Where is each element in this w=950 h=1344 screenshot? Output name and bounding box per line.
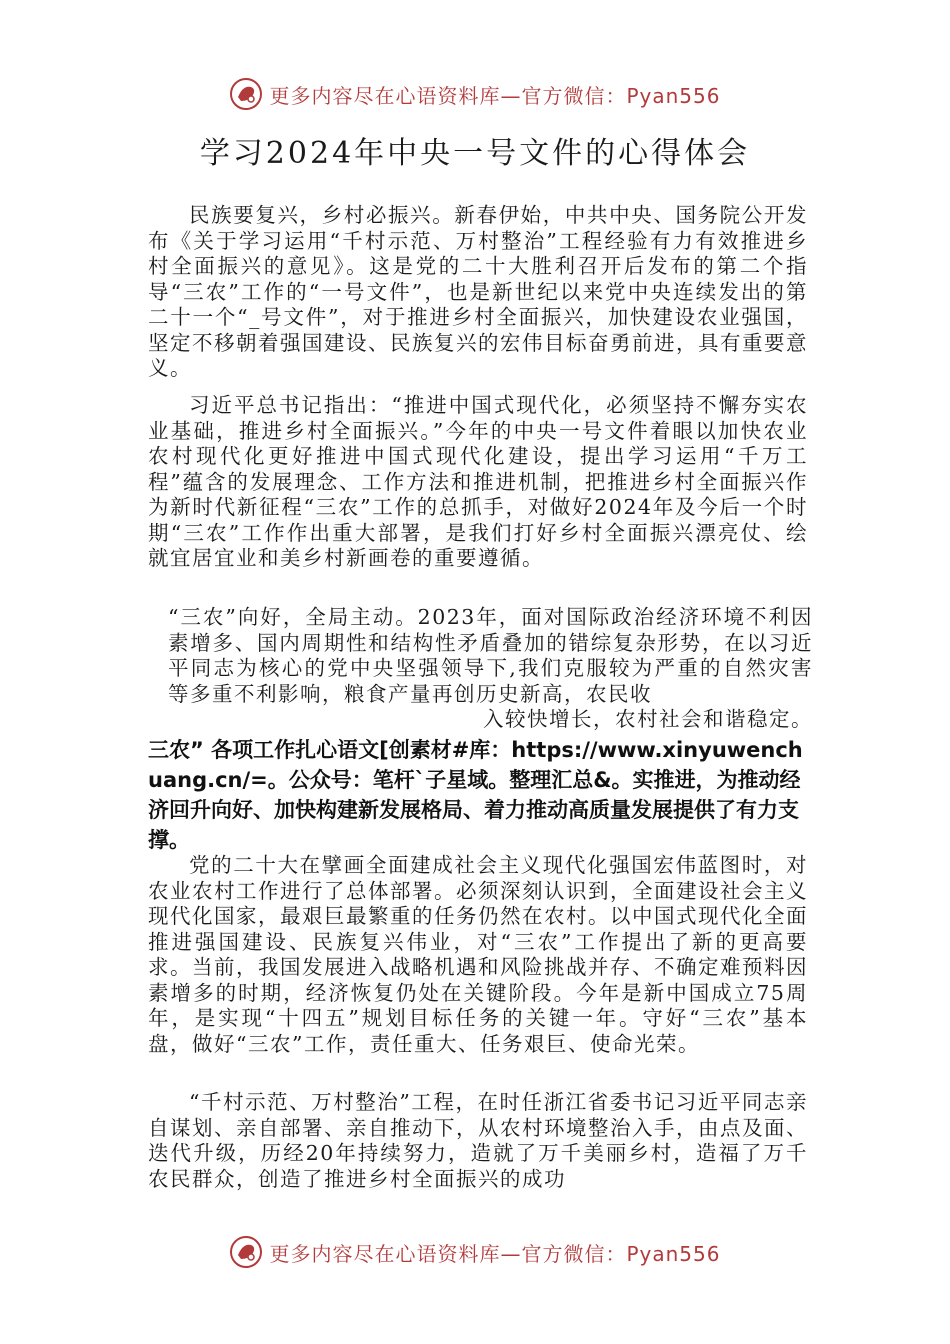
paragraph-3-body: “三农”向好，全局主动。2023年，面对国际政治经济环境不利因素增多、国内周期性和结构性矛盾叠加的错综复杂形势，在以习近平同志为核心的党中央坚强领导下,我们克服较为严重的自然灾害等多重不利影响，粮食产量再创历史新高，农民收 — [168, 605, 813, 706]
inserted-ad-paragraph: 三农” 各项工作扎心语文[创素材#库：https://www.xinyuwenchuang.cn/=。公众号：笔杆`子星域。整理汇总&。实推进，为推动经济回升向好、加快构建新发展格局、着力推动高质量发展提供了有力支撑。 — [148, 738, 803, 852]
paragraph-6: “千村示范、万村整治”工程，在时任浙江省委书记习近平同志亲自谋划、亲自部署、亲自推动下，从农村环境整治入手，由点及面、迭代升级，历经20年持续努力，造就了万千美丽乡村，造福了万千农民群众，创造了推进乡村全面振兴的成功 — [148, 1090, 808, 1191]
watermark-banner-top — [0, 74, 950, 114]
xinyu-logo-icon — [229, 1235, 263, 1269]
paragraph-1: 民族要复兴，乡村必振兴。新春伊始，中共中央、国务院公开发布《关于学习运用“千村示范、万村整治”工程经验有力有效推进乡村全面振兴的意见》。这是党的二十大胜利召开后发布的第二个指导“三农”工作的“一号文件”，也是新世纪以来党中央连续发出的第二十一个“_号文件”，对于推进乡村全面振兴，加快建设农业强国，坚定不移朝着强国建设、民族复兴的宏伟目标奋勇前进，具有重要意义。 — [148, 203, 808, 380]
xinyu-logo-icon — [229, 77, 263, 111]
document-title: 学习2024年中央一号文件的心得体会 — [199, 136, 751, 171]
watermark-banner-bottom — [0, 1232, 950, 1272]
paragraph-3 — [168, 605, 813, 733]
watermark-text-top: 更多内容尽在心语资料库—官方微信：Pyan556 — [269, 83, 721, 108]
paragraph-5: 党的二十大在擘画全面建成社会主义现代化强国宏伟蓝图时，对农业农村工作进行了总体部署。必须深刻认识到，全面建设社会主义现代化国家，最艰巨最繁重的任务仍然在农村。以中国式现代化全面推进强国建设、民族复兴伟业，对“三农”工作提出了新的更高要求。当前，我国发展进入战略机遇和风险挑战并存、不确定难预料因素增多的时期，经济恢复仍处在关键阶段。今年是新中国成立75周年，是实现“十四五”规划目标任务的关键一年。守好“三农”基本盘，做好“三农”工作，责任重大、任务艰巨、使命光荣。 — [148, 853, 808, 1056]
paragraph-2: 习近平总书记指出：“推进中国式现代化，必须坚持不懈夯实农业基础，推进乡村全面振兴。”今年的中央一号文件着眼以加快农业农村现代化更好推进中国式现代化建设，提出学习运用“千万工程”蕴含的发展理念、工作方法和推进机制，把推进乡村全面振兴作为新时代新征程“三农”工作的总抓手，对做好2024年及今后一个时期“三农”工作作出重大部署，是我们打好乡村全面振兴漂亮仗、绘就宜居宜业和美乡村新画卷的重要遵循。 — [148, 393, 808, 570]
paragraph-3-last-line: 入较快增长，农村社会和谐稳定。 — [483, 707, 813, 731]
watermark-text-bottom: 更多内容尽在心语资料库—官方微信：Pyan556 — [269, 1241, 721, 1266]
